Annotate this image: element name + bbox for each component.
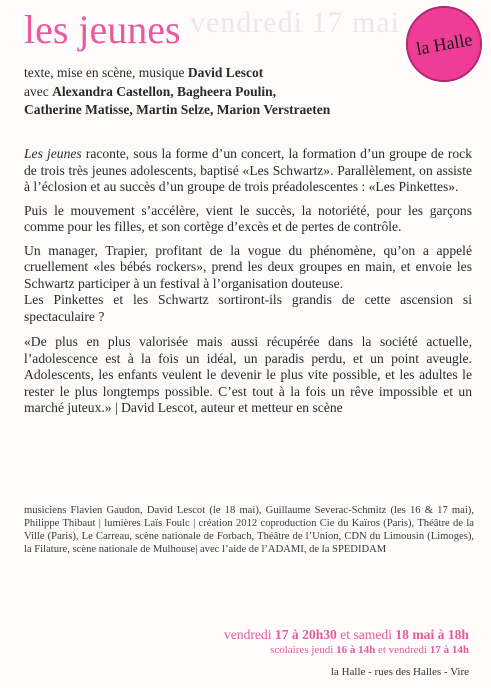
show-title-italic: Les jeunes	[24, 146, 82, 161]
paragraph-synopsis	[24, 146, 472, 196]
venue-badge-label: la Halle	[414, 28, 474, 59]
credits-role: texte, mise en scène, musique	[24, 65, 188, 80]
production-credits: musiciens Flavien Gaudon, David Lescot (le 18 mai), Guillaume Severac-Schmitz (les 16 & 17 mai), Philippe Thibaut | lumières Laïs Foulc | création 2012 coproduction Cie du Kaïros (Paris), Théâtre de la Ville (Paris), Le Carreau, scène nationale de Forbach, Théâtre de l’Union, CDN du Limousin (Limoges), la Filature, scène nationale de Mulhouse| avec l’aide de l’ADAMI, de la SPEDIDAM	[24, 505, 474, 555]
credits-block	[24, 64, 404, 120]
paragraph-success: Puis le mouvement s’accélère, vient le succès, la notoriété, pour les garçons comme pour les filles, et son cortège d’excès et de pertes de contrôle.	[24, 202, 472, 234]
credits-cast-names: Alexandra Castellon, Bagheera Poulin,	[52, 83, 276, 99]
dates-block	[224, 626, 469, 657]
credits-author-name: David Lescot	[187, 65, 264, 80]
description-text	[24, 146, 472, 424]
credits-line-cast	[24, 83, 404, 102]
page-title: les jeunes	[24, 7, 181, 52]
public-dates: vendredi 17 à 20h30 et samedi 18 mai à 18h	[223, 627, 469, 642]
credits-line-cast-2	[24, 101, 404, 120]
paragraph-manager: Un manager, Trapier, profitant de la vogue du phénomène, qu’on a appelé cruellement «les bébés rockers», prend les deux groupes en main, et envoie les Schwartz participer à un festival à l’organisation douteuse.	[24, 242, 472, 291]
credits-line-author	[24, 64, 404, 83]
venue-badge	[406, 6, 482, 82]
show-through-text: vendredi 17 mai	[190, 6, 400, 39]
school-dates: scolaires jeudi 16 à 14h et vendredi 17 à 14h	[270, 644, 469, 656]
author-quote: «De plus en plus valorisée mais aussi récupérée dans la société actuelle, l’adolescence est à la fois un idéal, un paradis perdu, et un point aveugle. Adolescents, les enfants veulent le devenir le plus vite possible, et les adultes le rester le plus longtemps possible. C’est tout à la fois un rêve impossible et un marché juteux.» | David Lescot, auteur et metteur en scène	[24, 334, 472, 415]
credits-cast-prefix: avec	[24, 83, 53, 99]
venue-address: la Halle - rues des Halles - Vire	[330, 666, 469, 678]
paragraph-question: Les Pinkettes et les Schwartz sortiront-ils grandis de cette ascension si spectaculaire ?	[24, 292, 472, 324]
credits-cast-names-2: Catherine Matisse, Martin Selze, Marion Verstraeten	[24, 102, 331, 117]
synopsis-text: raconte, sous la forme d’un concert, la formation d’un groupe de rock de trois très jeunes adolescents, baptisé «Les Schwartz». Parallèlement, on assiste à l’éclosion et au succès d’un groupe de trois préadolescentes : «Les Pinkettes».	[24, 146, 472, 194]
